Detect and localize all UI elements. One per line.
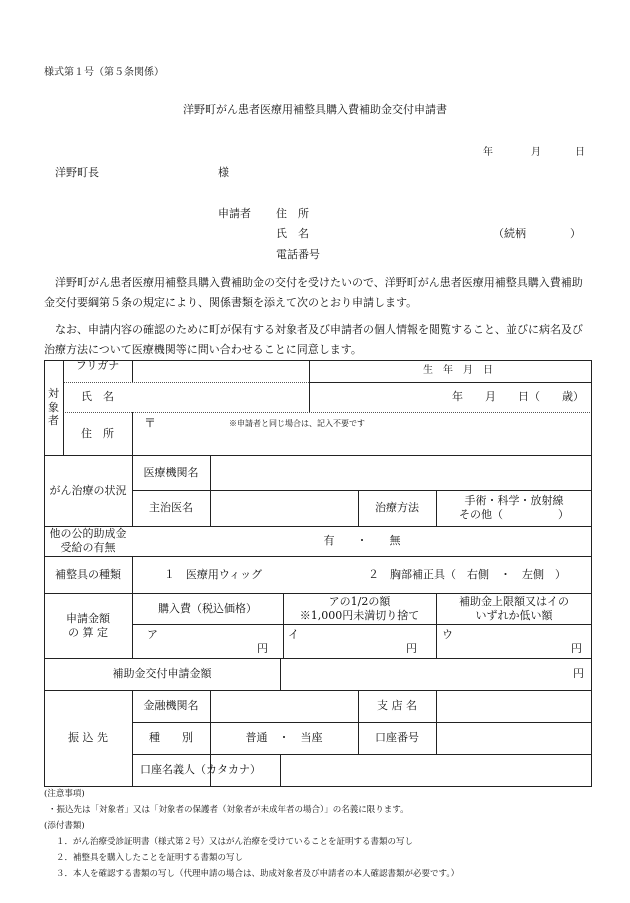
device-option-breast[interactable]: ２ 胸部補正具（ 右側 ・ 左側 ）: [368, 567, 566, 581]
subject-name-input[interactable]: [134, 383, 308, 411]
attachment-item-2: ２．補整具を購入したことを証明する書類の写し: [56, 853, 244, 863]
applicant-phone-label: 電話番号: [276, 248, 320, 261]
applicant-address-label: 住 所: [276, 207, 309, 220]
date-day-label: 日: [575, 147, 585, 158]
cancer-status-label: がん治療の状況: [49, 483, 127, 497]
purchase-header: 購入費（税込価格）: [158, 601, 257, 615]
subject-label: 対 象 者: [48, 386, 59, 428]
account-holder-input[interactable]: [281, 755, 591, 785]
device-option-wig[interactable]: １ 医療用ウィッグ: [163, 567, 263, 581]
grant-amount-input[interactable]: [280, 658, 592, 690]
furigana-input[interactable]: [134, 361, 308, 381]
attachment-item-1: １．がん治療受診証明書（様式第２号）又はがん治療を受けていることを証明する書類の写し: [56, 837, 414, 847]
address-note: ※申請者と同じ場合は、記入不要です: [229, 419, 365, 428]
grant-amount-yen: 円: [573, 667, 584, 681]
other-subsidy-label: 他の公的助成金 受給の有無: [49, 527, 127, 554]
mark-u: ウ: [442, 628, 453, 641]
applicant-label: 申請者: [218, 207, 251, 220]
attachment-item-3: ３．本人を確認する書類の写し（代理申請の場合は、助成対象者及び申請者の本人確認書類が必要です。）: [56, 869, 460, 879]
caution-item: ・振込先は「対象者」又は「対象者の保護者（対象者が未成年者の場合）」の名義に限ります。: [48, 805, 409, 815]
grant-amount-label: 補助金交付申請金額: [112, 667, 212, 681]
treatment-options[interactable]: 手術・科学・放射線 その他（ ）: [459, 494, 569, 521]
form-number: 様式第１号（第５条関係）: [44, 67, 164, 78]
postal-mark: 〒: [144, 416, 157, 430]
account-type-options[interactable]: 普通 ・ 当座: [245, 731, 323, 745]
addressee: 洋野町長: [55, 166, 99, 179]
limit-header: 補助金上限額又はイの いずれか低い額: [459, 594, 569, 622]
date-month-label: 月: [531, 147, 541, 158]
birth-date-header: 生 年 月 日: [423, 365, 493, 377]
request-paragraph: 洋野町がん患者医療用補整具購入費補助金の交付を受けたいので、洋野町がん患者医療用補整具購入費補助金交付要綱第５条の規定により、関係書類を添えて次のとおり申請します。: [44, 276, 583, 309]
account-holder-label: 口座名義人（カタカナ）: [140, 763, 261, 777]
furigana-label: フリガナ: [75, 358, 120, 372]
subject-name-label: 氏 名: [81, 390, 114, 404]
attachments-header: (添付書類): [44, 821, 85, 831]
mark-a: ア: [147, 628, 158, 641]
branch-label: 支 店 名: [377, 699, 417, 713]
device-type-label: 補整具の種類: [55, 567, 121, 581]
account-number-label: 口座番号: [375, 731, 419, 745]
mark-i: イ: [288, 628, 299, 641]
caution-header: (注意事項): [44, 789, 85, 799]
purchase-yen: 円: [257, 642, 268, 655]
institution-label: 医療機関名: [143, 465, 199, 479]
account-number-input[interactable]: [437, 723, 591, 753]
branch-input[interactable]: [437, 691, 591, 721]
transfer-label: 振 込 先: [68, 731, 108, 745]
half-amount-header: アの1/2の額 ※1,000円未満切り捨て: [299, 594, 420, 622]
doctor-input[interactable]: [211, 491, 357, 525]
treatment-label: 治療方法: [375, 501, 419, 515]
application-form-table: [44, 360, 592, 786]
applicant-name-label: 氏 名: [276, 227, 309, 240]
limit-yen: 円: [571, 642, 582, 655]
half-yen: 円: [406, 642, 417, 655]
institution-input[interactable]: [211, 456, 591, 489]
bank-label: 金融機関名: [143, 699, 199, 713]
page-title: 洋野町がん患者医療用補整具購入費補助金交付申請書: [183, 103, 447, 116]
calc-label: 申請金額 の 算 定: [66, 611, 110, 639]
consent-paragraph: なお、申請内容の確認のために町が保有する対象者及び申請者の個人情報を閲覧すること、並びに病名及び治療方法について医療機関等に問い合わせることに同意します。: [44, 323, 583, 356]
bank-input[interactable]: [211, 691, 357, 721]
date-year-label: 年: [483, 147, 493, 158]
other-subsidy-options[interactable]: 有 ・ 無: [323, 534, 401, 548]
account-type-label: 種 別: [149, 731, 193, 745]
applicant-relation-label: （続柄 ）: [493, 227, 581, 240]
doctor-label: 主治医名: [149, 501, 193, 515]
honorific: 様: [218, 166, 229, 179]
birth-date-value[interactable]: 年 月 日（ 歳）: [452, 390, 584, 404]
subject-address-label: 住 所: [81, 426, 114, 440]
